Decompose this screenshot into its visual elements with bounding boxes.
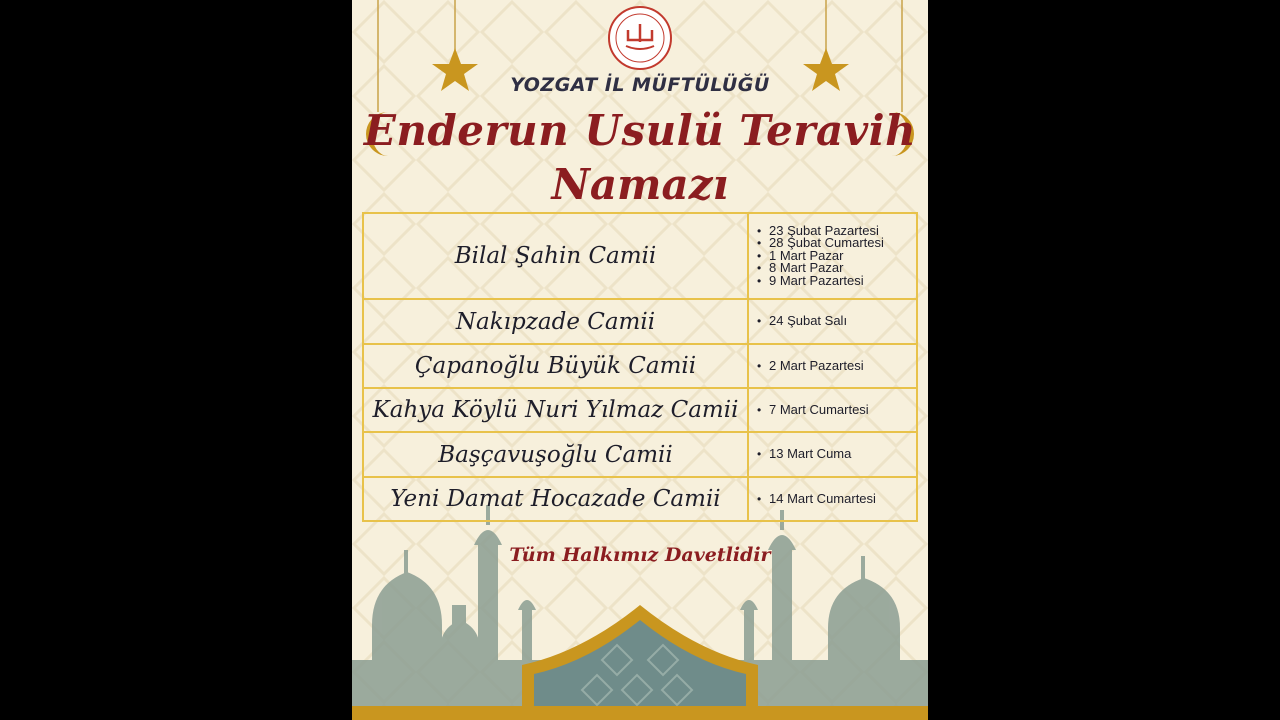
poster xyxy=(352,0,928,720)
date-item: • 2 Mart Pazartesi xyxy=(757,360,917,373)
mosque-name: Çapanoğlu Büyük Camii xyxy=(364,345,749,387)
org-name: YOZGAT İL MÜFTÜLÜĞÜ xyxy=(510,74,770,96)
table-row xyxy=(364,214,916,300)
invitation-text: Tüm Halkımız Davetlidir xyxy=(509,544,771,566)
date-list xyxy=(757,433,917,476)
page-title-line-2: Namazı xyxy=(551,160,729,209)
date-item: • 7 Mart Cumartesi xyxy=(757,404,917,417)
date-list xyxy=(757,214,917,298)
table-row xyxy=(364,433,916,478)
mosque-name: Kahya Köylü Nuri Yılmaz Camii xyxy=(364,389,749,431)
table-row xyxy=(364,345,916,389)
mosque-name: Başçavuşoğlu Camii xyxy=(364,433,749,476)
table-row xyxy=(364,300,916,345)
table-row xyxy=(364,389,916,433)
date-item: • 14 Mart Cumartesi xyxy=(757,493,917,506)
date-list xyxy=(757,478,917,520)
page-title-line-1: Enderun Usulü Teravih xyxy=(363,106,917,155)
table-row xyxy=(364,478,916,520)
date-list xyxy=(757,389,917,431)
mosque-name: Bilal Şahin Camii xyxy=(364,214,749,298)
date-list xyxy=(757,300,917,343)
date-item: • 23 Şubat Pazartesi xyxy=(757,225,917,238)
date-item: • 1 Mart Pazar xyxy=(757,250,917,263)
mosque-name: Nakıpzade Camii xyxy=(364,300,749,343)
date-item: • 28 Şubat Cumartesi xyxy=(757,237,917,250)
date-item: • 13 Mart Cuma xyxy=(757,448,917,461)
date-item: • 9 Mart Pazartesi xyxy=(757,275,917,288)
mosque-name: Yeni Damat Hocazade Camii xyxy=(364,478,749,520)
date-list xyxy=(757,345,917,387)
schedule-table xyxy=(362,212,918,522)
date-item: • 24 Şubat Salı xyxy=(757,315,917,328)
date-item: • 8 Mart Pazar xyxy=(757,262,917,275)
diyanet-logo-icon xyxy=(609,7,671,69)
